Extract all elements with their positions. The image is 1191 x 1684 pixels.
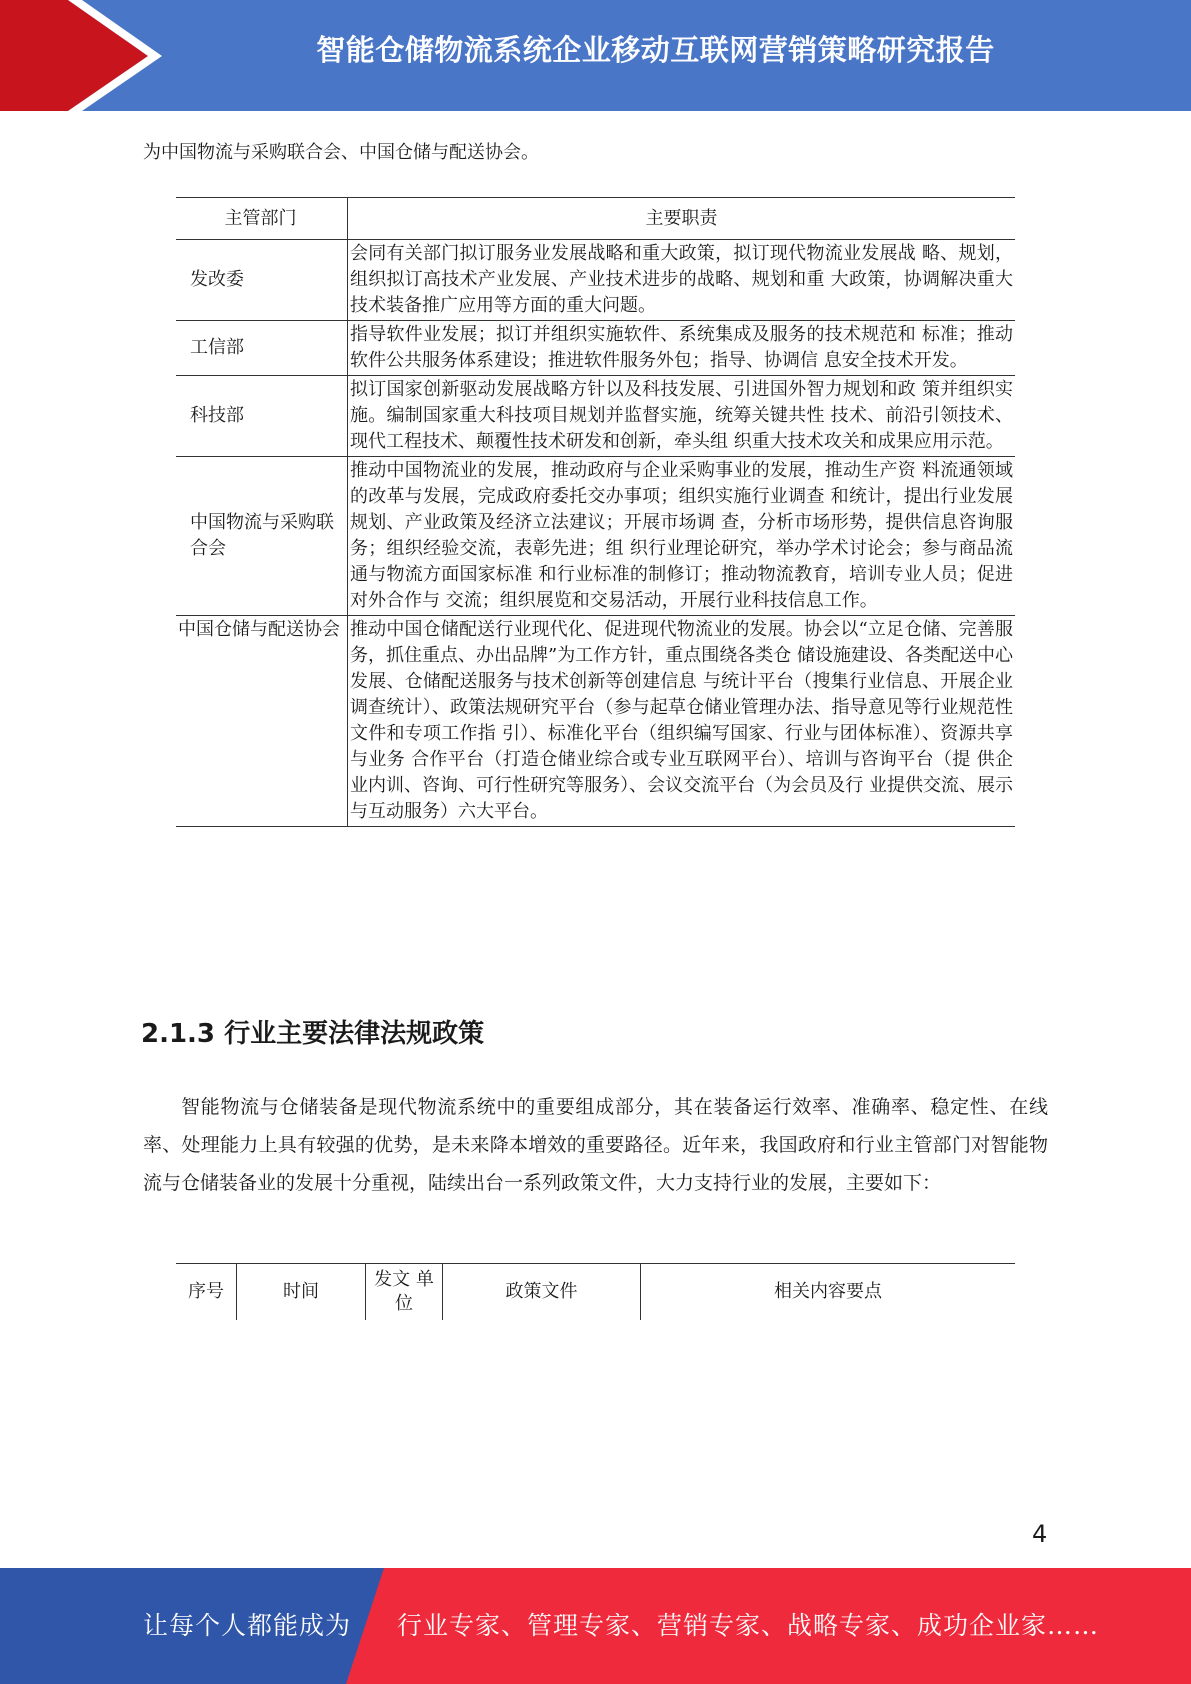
header-index: 序号 bbox=[176, 1264, 237, 1321]
page-header bbox=[0, 0, 1191, 111]
table-row bbox=[176, 240, 1015, 321]
dept-cell: 科技部 bbox=[176, 376, 348, 457]
intro-text: 为中国物流与采购联合会、中国仓储与配送协会。 bbox=[143, 142, 539, 163]
table-header-row bbox=[176, 198, 1015, 240]
dept-cell: 工信部 bbox=[176, 321, 348, 376]
duty-cell: 会同有关部门拟订服务业发展战略和重大政策，拟订现代物流业发展战 略、规划，组织拟订高技术产业发展、产业技术进步的战略、规划和重 大政策，协调解决重大技术装备推广应用等方面的重大问题。 bbox=[350, 243, 1013, 316]
dept-cell: 发改委 bbox=[176, 240, 348, 321]
section-title: 行业主要法律法规政策 bbox=[224, 1019, 485, 1049]
header-time: 时间 bbox=[237, 1264, 366, 1321]
dept-cell: 中国仓储与配送协会 bbox=[176, 616, 348, 827]
department-table bbox=[176, 197, 1015, 827]
dept-cell: 中国物流与采购联合会 bbox=[176, 457, 348, 616]
body-paragraph: 智能物流与仓储装备是现代物流系统中的重要组成部分，其在装备运行效率、准确率、稳定性、在线率、处理能力上具有较强的优势，是未来降本增效的重要路径。近年来，我国政府和行业主管部门对智能物流与仓储装备业的发展十分重视，陆续出台一系列政策文件，大力支持行业的发展，主要如下： bbox=[143, 1096, 1048, 1194]
report-title: 智能仓储物流系统企业移动互联网营销策略研究报告 bbox=[316, 33, 995, 67]
header-document: 政策文件 bbox=[443, 1264, 641, 1321]
table-row bbox=[176, 321, 1015, 376]
policy-header-row bbox=[176, 1264, 1015, 1321]
page-footer bbox=[0, 1568, 1191, 1684]
header-dept: 主管部门 bbox=[176, 198, 348, 240]
footer-slogan-left: 让每个人都能成为 bbox=[143, 1611, 352, 1640]
table-row bbox=[176, 616, 1015, 827]
header-key-points: 相关内容要点 bbox=[641, 1264, 1016, 1321]
page-number: 4 bbox=[1032, 1520, 1048, 1548]
section-number: 2.1.3 bbox=[141, 1019, 216, 1049]
duty-cell: 指导软件业发展；拟订并组织实施软件、系统集成及服务的技术规范和 标准；推动软件公共服务体系建设；推进软件服务外包；指导、协调信 息安全技术开发。 bbox=[350, 324, 1013, 371]
section-heading bbox=[141, 1013, 484, 1050]
table-row bbox=[176, 457, 1015, 616]
header-issuer: 发文 单位 bbox=[366, 1264, 443, 1321]
header-duty: 主要职责 bbox=[645, 207, 718, 229]
table-row bbox=[176, 376, 1015, 457]
duty-cell: 推动中国仓储配送行业现代化、促进现代物流业的发展。协会以“立足仓储、完善服务，抓住重点、办出品牌”为工作方针，重点围绕各类仓 储设施建设、各类配送中心发展、仓储配送服务与技术创新等创建信息 与统计平台（搜集行业信息、开展企业调查统计）、政策法规研究平台（参与起草仓储业管理办法、指导意见等行业规范性文件和专项工作指 引）、标准化平台（组织编写国家、行业与团体标准）、资源共享与业务 合作平台（打造仓储业综合或专业互联网平台）、培训与咨询平台（提 供企业内训、咨询、可行性研究等服务）、会议交流平台（为会员及行 业提供交流、展示与互动服务）六大平台。 bbox=[350, 619, 1013, 822]
duty-cell: 推动中国物流业的发展，推动政府与企业采购事业的发展，推动生产资 料流通领域的改革与发展，完成政府委托交办事项；组织实施行业调查 和统计，提出行业发展规划、产业政策及经济立法建议；开展市场调 查，分析市场形势，提供信息咨询服务；组织经验交流，表彰先进；组 织行业理论研究，举办学术讨论会；参与商品流通与物流方面国家标准 和行业标准的制修订；推动物流教育，培训专业人员；促进对外合作与 交流；组织展览和交易活动，开展行业科技信息工作。 bbox=[350, 460, 1013, 611]
policy-table bbox=[176, 1263, 1015, 1320]
duty-cell: 拟订国家创新驱动发展战略方针以及科技发展、引进国外智力规划和政 策并组织实施。编制国家重大科技项目规划并监督实施，统筹关键共性 技术、前沿引领技术、现代工程技术、颠覆性技术研发和创新，牵头组 织重大技术攻关和成果应用示范。 bbox=[350, 379, 1013, 452]
footer-slogan-right: 行业专家、管理专家、营销专家、战略专家、成功企业家…… bbox=[397, 1611, 1100, 1640]
